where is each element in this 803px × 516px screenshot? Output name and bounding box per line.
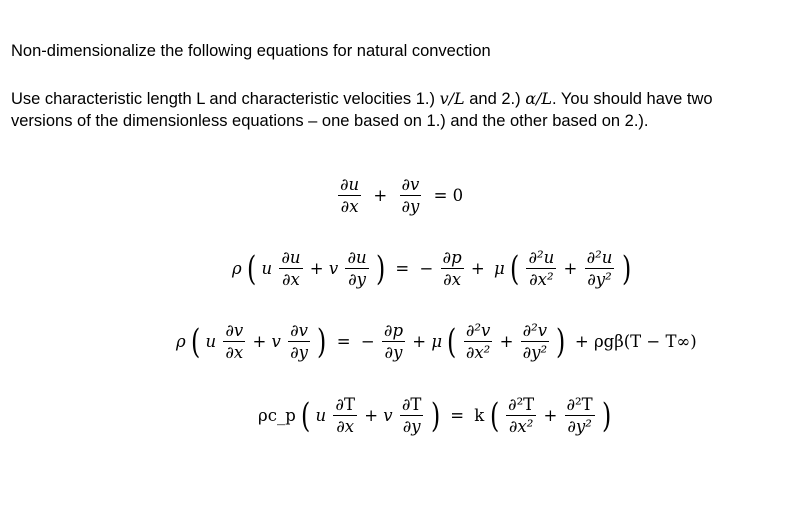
du-dx-fraction: $\frac{\partial u}{\partial x}$	[281, 248, 301, 290]
right-paren: )	[556, 321, 566, 362]
left-paren: (	[190, 321, 201, 362]
plus-sign: +	[563, 258, 578, 278]
instruction-part2: and 2.)	[469, 90, 521, 108]
plus-sign: +	[309, 258, 324, 278]
rho-cp-coefficient: ρc_p	[258, 405, 296, 425]
right-paren: )	[621, 248, 631, 289]
v-symbol: v	[271, 331, 281, 351]
du-dx-fraction: $\frac{\partial u}{\partial x}$	[340, 175, 360, 217]
minus-sign: −	[419, 258, 434, 278]
mu-symbol: μ	[431, 331, 443, 351]
left-paren: (	[447, 321, 457, 362]
u-symbol: u	[261, 258, 273, 278]
equals-sign: =	[336, 331, 351, 351]
plus-sign: +	[364, 405, 379, 425]
v-symbol: v	[383, 405, 393, 425]
d2u-dx2-fraction: $\frac{\text{∂²u}}{\text{∂x²}}$	[528, 248, 555, 290]
equals-sign: =	[450, 405, 465, 425]
dv-dy-fraction: $\frac{\partial v}{\partial y}$	[401, 175, 420, 217]
d2T-dy2-fraction: $\frac{\text{∂²T}}{\text{∂y²}}$	[566, 395, 593, 437]
dp-dy-fraction: $\frac{\partial p}{\partial y}$	[383, 321, 404, 363]
dp-dx-fraction: $\frac{\partial p}{\partial x}$	[442, 248, 462, 290]
u-symbol: u	[205, 331, 217, 351]
plus-sign: +	[412, 331, 427, 351]
x-momentum-equation	[232, 249, 631, 289]
problem-title: Non-dimensionalize the following equations for natural convection	[11, 42, 491, 60]
minus-sign: −	[360, 331, 375, 351]
y-momentum-equation	[176, 322, 697, 362]
dv-dy-fraction: $\frac{\partial v}{\partial y}$	[290, 321, 308, 363]
du-dy-fraction: $\frac{\partial u}{\partial y}$	[347, 248, 367, 290]
left-paren: (	[509, 248, 520, 289]
buoyancy-term: + ρgβ(T − T∞)	[574, 331, 697, 351]
rho-symbol: ρ	[232, 258, 242, 278]
right-paren: )	[317, 321, 327, 362]
d2v-dy2-fraction: $\frac{\text{∂²v}}{\text{∂y²}}$	[522, 321, 548, 363]
dT-dy-fraction: $\frac{\partial T}{\partial y}$	[401, 395, 422, 437]
problem-instructions	[11, 88, 713, 132]
left-paren: (	[301, 395, 311, 436]
equals-sign: =	[395, 258, 410, 278]
plus-sign: +	[252, 331, 267, 351]
equals-zero: = 0	[433, 185, 464, 205]
right-paren: )	[430, 395, 440, 436]
velocity-scale-2: α/L	[525, 89, 553, 108]
rho-symbol: ρ	[176, 331, 186, 351]
mu-symbol: μ	[493, 258, 505, 278]
continuity-equation	[336, 176, 468, 216]
u-symbol: u	[315, 405, 327, 425]
energy-equation	[258, 396, 611, 436]
right-paren: )	[601, 395, 612, 436]
instruction-part3: . You should have two	[552, 90, 713, 108]
instruction-line2: versions of the dimensionless equations – one based on 1.) and the other based on 2.).	[11, 112, 649, 130]
plus-sign: +	[543, 405, 558, 425]
plus-sign: +	[499, 331, 514, 351]
dT-dx-fraction: $\frac{\partial T}{\partial x}$	[335, 395, 355, 437]
right-paren: )	[375, 248, 386, 289]
instruction-part1: Use characteristic length L and characteristic velocities 1.)	[11, 90, 435, 108]
plus-sign: +	[470, 258, 485, 278]
dv-dx-fraction: $\frac{\partial v}{\partial x}$	[225, 321, 244, 363]
d2T-dx2-fraction: $\frac{\text{∂²T}}{\text{∂x²}}$	[508, 395, 535, 437]
d2v-dx2-fraction: $\frac{\text{∂²v}}{\text{∂x²}}$	[465, 321, 491, 363]
left-paren: (	[246, 248, 257, 289]
left-paren: (	[489, 395, 499, 436]
k-symbol: k	[474, 405, 485, 425]
v-symbol: v	[328, 258, 339, 278]
d2u-dy2-fraction: $\frac{\text{∂²u}}{\text{∂y²}}$	[586, 248, 613, 290]
velocity-scale-1: v/L	[439, 89, 465, 108]
plus-sign: +	[373, 185, 388, 205]
